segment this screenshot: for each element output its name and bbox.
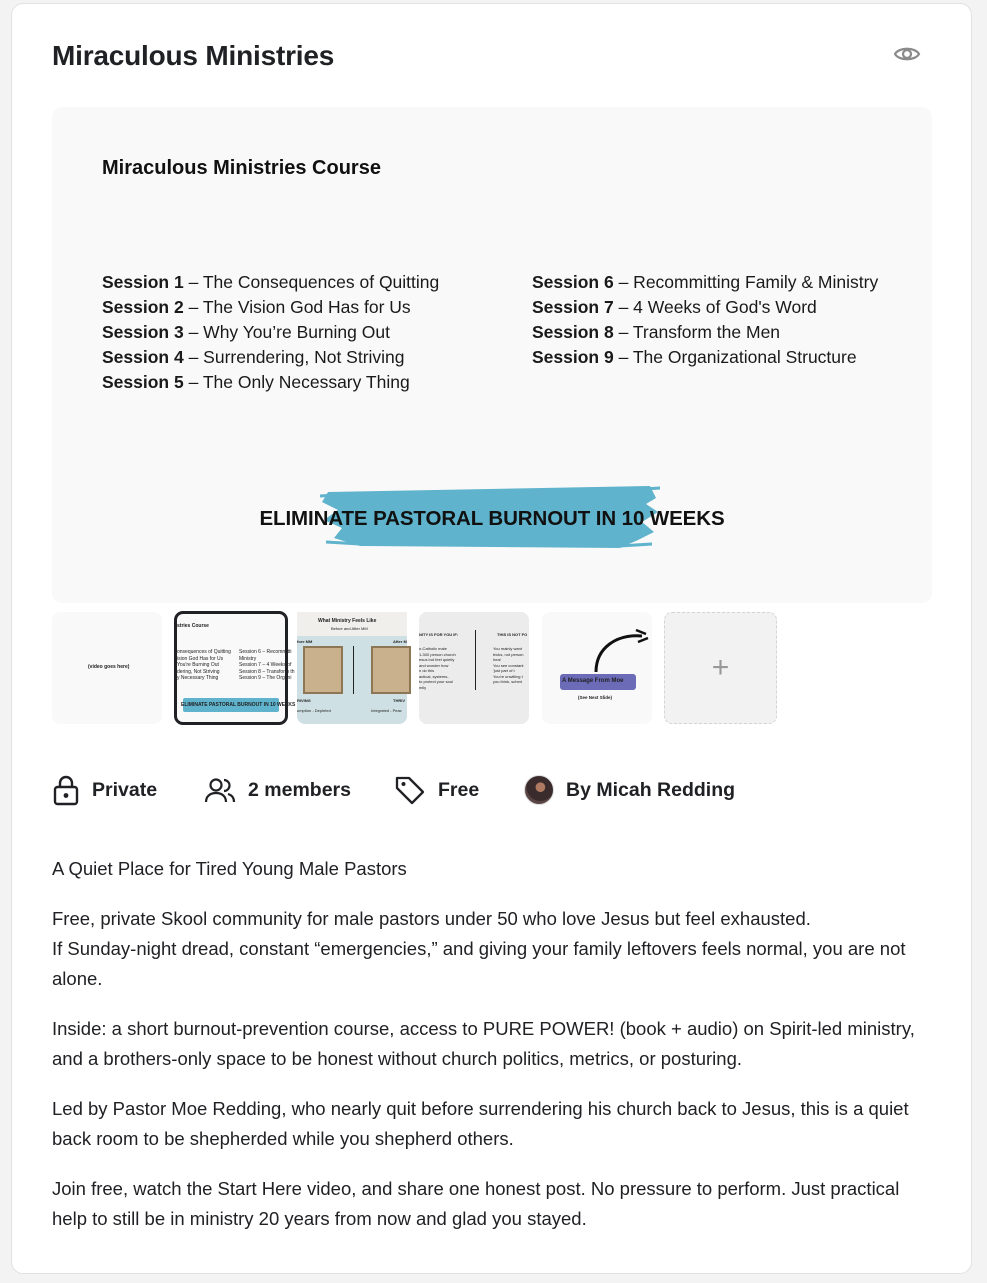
arrow-icon	[582, 624, 652, 674]
session-item: Session 9 – The Organizational Structure	[532, 347, 857, 367]
group-meta-row	[52, 774, 932, 806]
session-item: Session 2 – The Vision God Has for Us	[102, 297, 411, 317]
group-about-card	[11, 3, 972, 1274]
session-list-left	[102, 270, 512, 395]
members-label: 2 members	[248, 778, 351, 801]
divider	[353, 646, 354, 694]
privacy-info[interactable]	[52, 774, 157, 806]
page-title: Miraculous Ministries	[52, 40, 335, 71]
avatar[interactable]	[524, 775, 554, 805]
lock-icon	[52, 774, 80, 806]
group-description	[52, 854, 932, 1254]
users-icon	[204, 774, 236, 806]
thumbnail-title: A Message From Moe	[562, 678, 624, 684]
session-item: Session 1 – The Consequences of Quitting	[102, 272, 440, 292]
owner-info[interactable]	[524, 774, 735, 806]
session-item: Session 7 – 4 Weeks of God's Word	[532, 297, 817, 317]
plus-icon: +	[711, 651, 730, 684]
media-thumbnail-strip	[52, 612, 792, 724]
thumbnail-lines-right: Session 6 – Recommitti Ministry Session 7 – 4 Weeks of Session 8 – Transform th Session 9 – The Organi	[239, 649, 295, 681]
price-info[interactable]	[394, 774, 479, 806]
thumbnail-lines-left: onsequences of Quitting ision God Has for Us You're Burning Out dering, Not Striving y Necessary Thing	[177, 649, 231, 681]
thumbnail-who-its-for[interactable]	[419, 612, 529, 724]
session-item: Session 5 – The Only Necessary Thing	[102, 372, 410, 392]
description-paragraph: A Quiet Place for Tired Young Male Pastors	[52, 858, 407, 879]
thumbnail-before-after[interactable]: What Ministry Feels Like Before and After MM fore MM After M RIVING THRIV umption - Depleted Integrated - Peac	[297, 612, 407, 724]
session-list-right	[532, 270, 892, 370]
slide-tagline: ELIMINATE PASTORAL BURNOUT IN 10 WEEKS	[259, 507, 725, 530]
description-paragraph: Led by Pastor Moe Redding, who nearly quit before surrendering his church back to Jesus, this is a quiet back room to be shepherded while you shepherd others.	[52, 1098, 909, 1149]
session-item: Session 4 – Surrendering, Not Striving	[102, 347, 405, 367]
thumbnail-subtitle: Before and After MM	[331, 626, 368, 631]
add-media-button[interactable]	[664, 612, 777, 724]
divider	[475, 630, 476, 690]
description-paragraph: Free, private Skool community for male pastors under 50 who love Jesus but feel exhausted. If Sunday-night dread, constant “emergencies,” and giving your family leftovers feels normal, you are not alone.	[52, 908, 906, 989]
photo-before	[303, 646, 343, 694]
thumbnail-lines-right: You mainly want tricks, not person heal You see constant 'just part of t You're unwilling t you think, sched	[493, 646, 524, 684]
owner-label: By Micah Redding	[566, 778, 736, 801]
thumbnail-header-right: THIS IS NOT FO	[497, 632, 528, 637]
thumbnail-course-slide-selected[interactable]	[174, 611, 296, 725]
thumbnail-lines-left: n-Catholic male 1-300 person church esus but feel quietly and wonder how n do this actical, systems- to protect your soul mily	[419, 646, 456, 690]
thumbnail-label: (video goes here)	[88, 664, 130, 670]
tag-icon	[394, 774, 426, 806]
thumbnail-title: stries Course	[177, 623, 209, 629]
members-info[interactable]	[204, 774, 351, 806]
thumbnail-video[interactable]	[52, 612, 162, 724]
thumbnail-message-from-moe[interactable]	[542, 612, 652, 724]
course-preview-slide	[52, 107, 932, 603]
session-item: Session 3 – Why You’re Burning Out	[102, 322, 390, 342]
thumbnail-title: What Ministry Feels Like	[318, 618, 377, 624]
description-paragraph: Join free, watch the Start Here video, and share one honest post. No pressure to perform. Just practical help to still be in ministry 20 years from now and glad you stayed.	[52, 1178, 900, 1229]
privacy-label: Private	[92, 778, 158, 801]
session-item: Session 6 – Recommitting Family & Ministry	[532, 272, 879, 292]
description-paragraph: Inside: a short burnout-prevention course, access to PURE POWER! (book + audio) on Spirit-led ministry, and a brothers-only space to be honest without church politics, metrics, or posturing.	[52, 1018, 915, 1069]
thumbnail-subtitle: (See Next Slide)	[578, 695, 613, 700]
thumbnail-tagline: ELIMINATE PASTORAL BURNOUT IN 10 WEEKS	[181, 702, 296, 708]
slide-title: Miraculous Ministries Course	[102, 157, 381, 179]
eye-icon[interactable]	[892, 42, 922, 66]
photo-after	[371, 646, 411, 694]
price-label: Free	[438, 778, 480, 801]
thumbnail-header-left: NITY IS FOR YOU IF:	[419, 632, 459, 637]
session-item: Session 8 – Transform the Men	[532, 322, 781, 342]
